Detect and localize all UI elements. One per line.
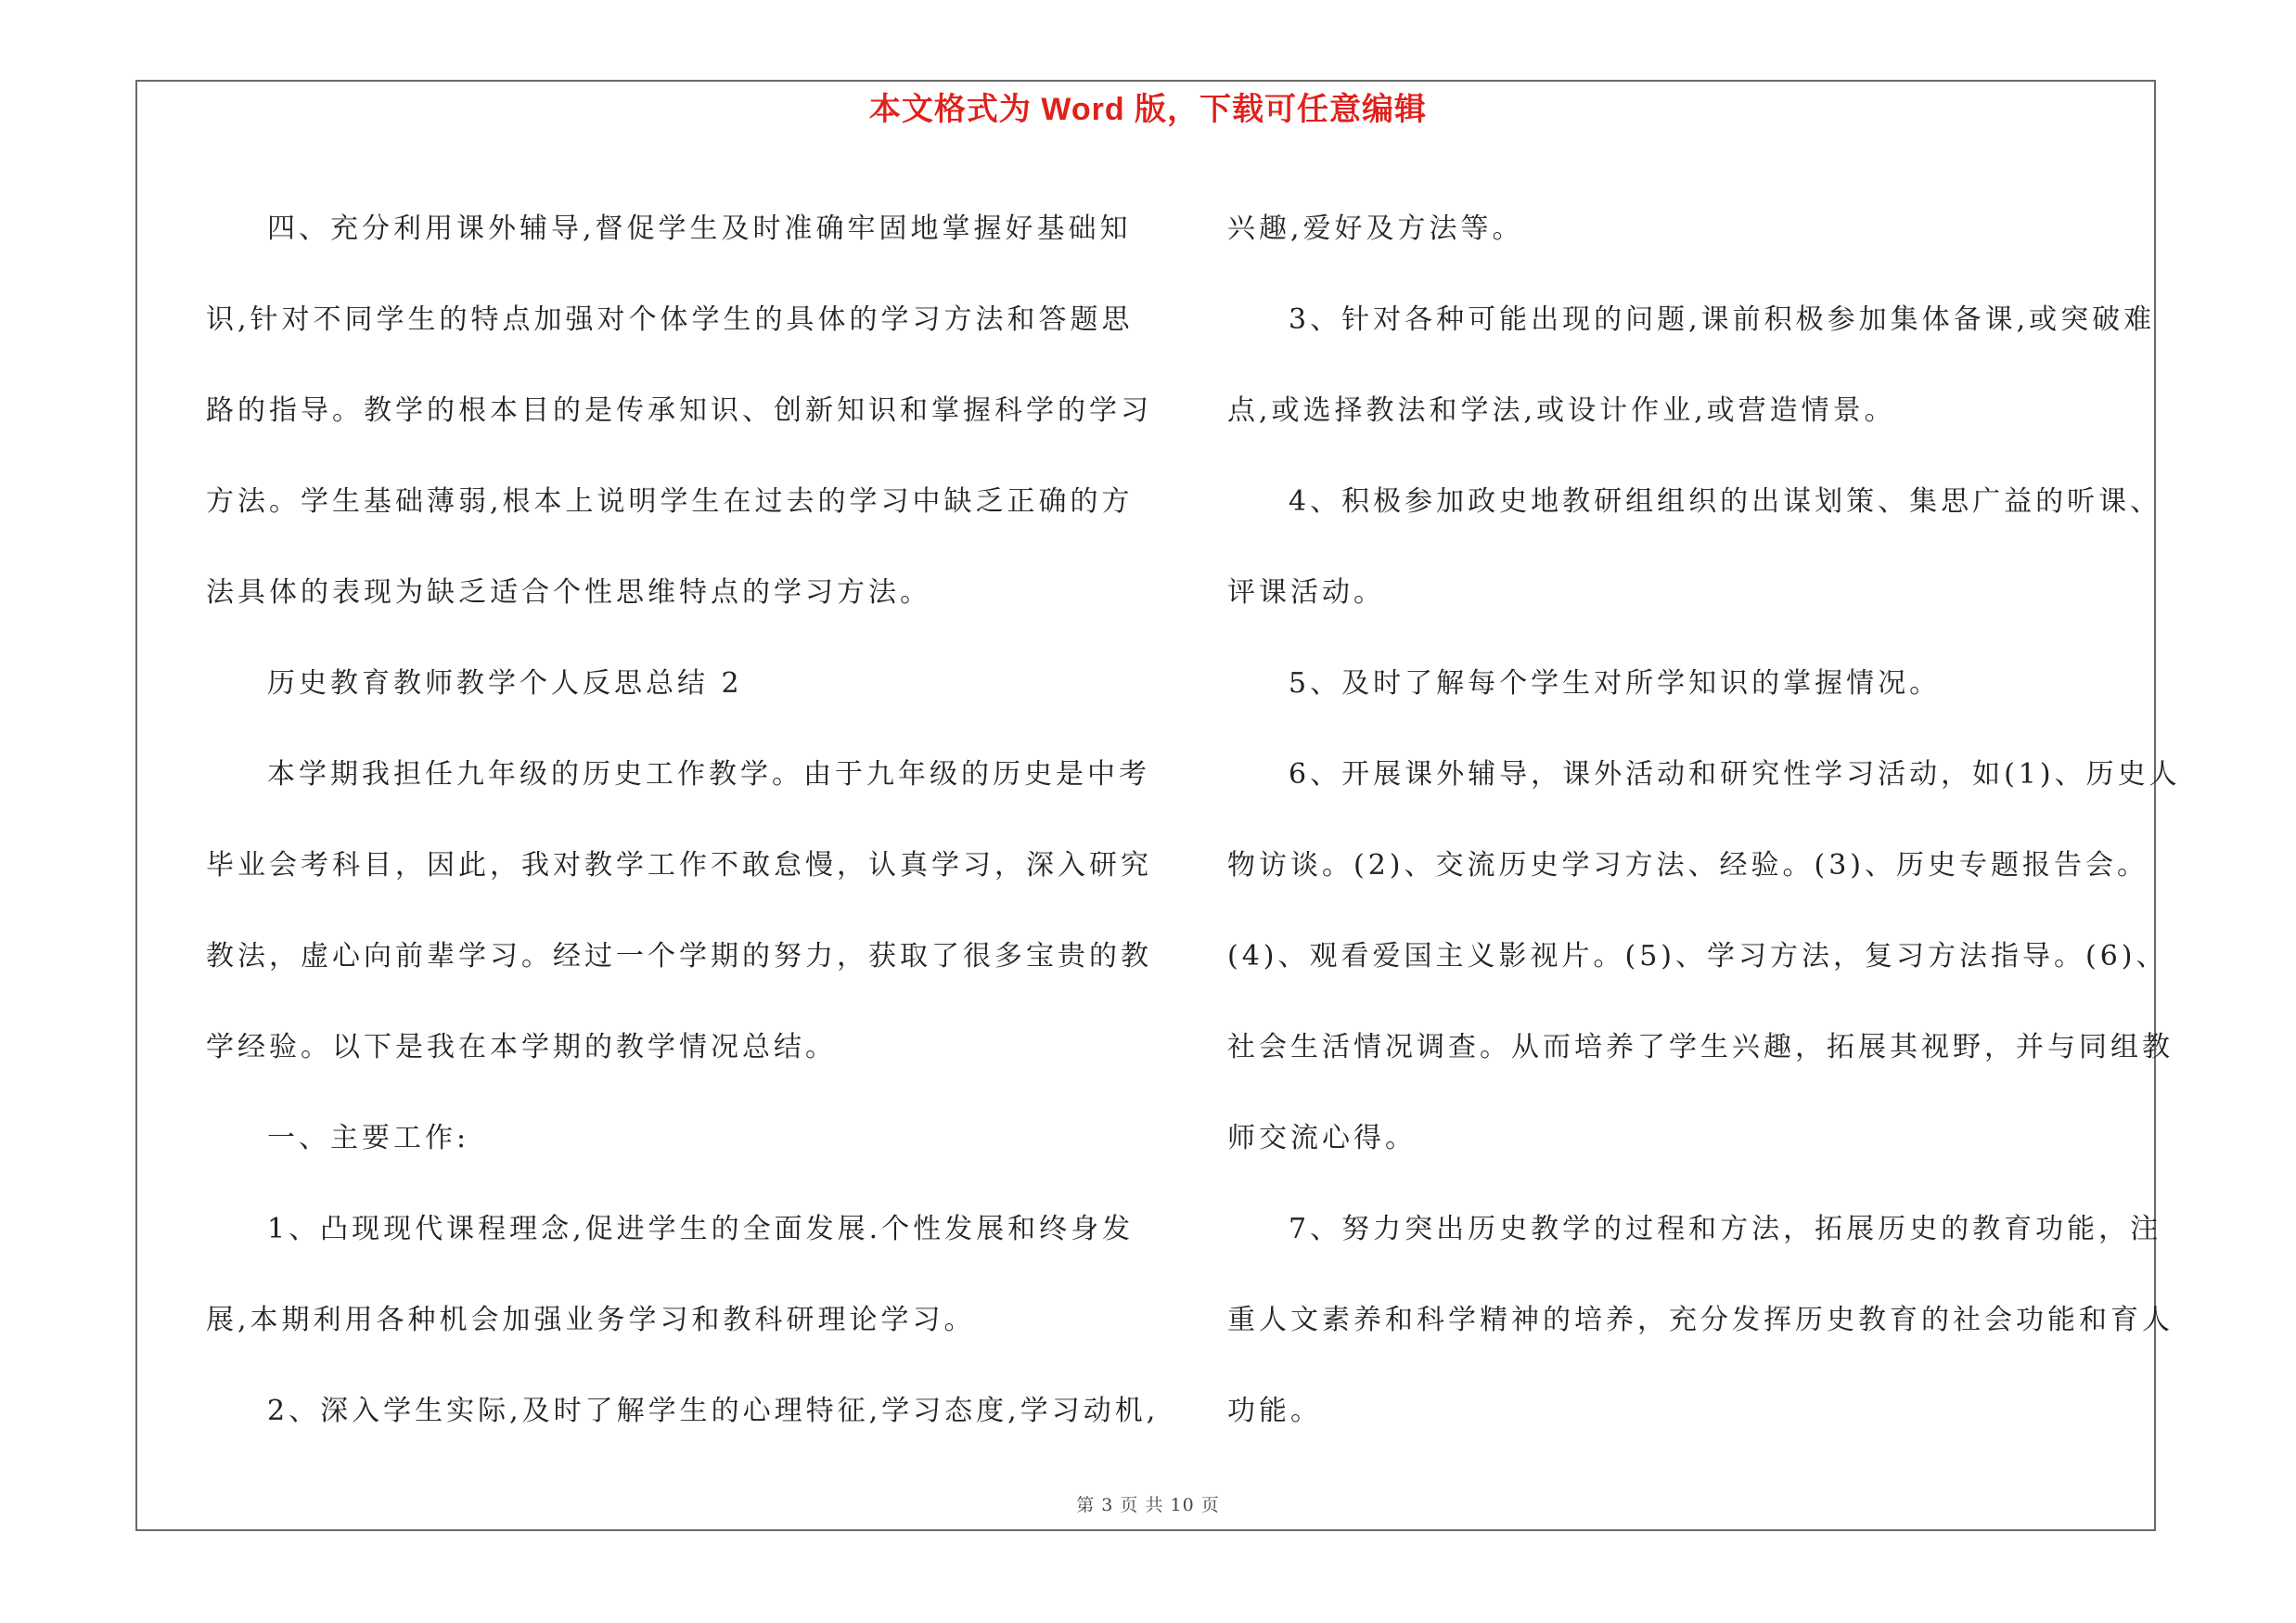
text-line: 法具体的表现为缺乏适合个性思维特点的学习方法。 <box>206 576 931 609</box>
text-line: 教法，虚心向前辈学习。经过一个学期的努力，获取了很多宝贵的教 <box>206 940 1152 973</box>
text-line: 路的指导。教学的根本目的是传承知识、创新知识和掌握科学的学习 <box>206 394 1152 427</box>
text-line: 学经验。以下是我在本学期的教学情况总结。 <box>206 1031 837 1063</box>
text-line: 四、充分利用课外辅导,督促学生及时准确牢固地掌握好基础知 <box>267 213 1132 245</box>
text-line: (4)、观看爱国主义影视片。(5)、学习方法，复习方法指导。(6)、 <box>1227 940 2168 973</box>
text-line: 2、深入学生实际,及时了解学生的心理特征,学习态度,学习动机, <box>267 1395 1160 1427</box>
text-line: 功能。 <box>1227 1395 1322 1427</box>
text-line: 1、凸现现代课程理念,促进学生的全面发展.个性发展和终身发 <box>267 1213 1135 1245</box>
text-line: 5、及时了解每个学生对所学知识的掌握情况。 <box>1289 667 1942 700</box>
section-heading: 一、主要工作: <box>267 1122 470 1154</box>
text-line: 方法。学生基础薄弱,根本上说明学生在过去的学习中缺乏正确的方 <box>206 485 1134 518</box>
text-line: 社会生活情况调查。从而培养了学生兴趣，拓展其视野，并与同组教 <box>1227 1031 2174 1063</box>
text-line: 毕业会考科目，因此，我对教学工作不敢怠慢，认真学习，深入研究 <box>206 849 1152 882</box>
text-line: 点,或选择教法和学法,或设计作业,或营造情景。 <box>1227 394 1896 427</box>
text-line: 物访谈。(2)、交流历史学习方法、经验。(3)、历史专题报告会。 <box>1227 849 2148 882</box>
right-column <box>1227 184 2181 1457</box>
text-line: 6、开展课外辅导，课外活动和研究性学习活动，如(1)、历史人 <box>1289 758 2181 791</box>
text-line: 师交流心得。 <box>1227 1122 1417 1154</box>
text-line: 展,本期利用各种机会加强业务学习和教科研理论学习。 <box>206 1304 976 1336</box>
text-line: 识,针对不同学生的特点加强对个体学生的具体的学习方法和答题思 <box>206 303 1134 336</box>
text-line: 7、努力突出历史教学的过程和方法，拓展历史的教育功能，注 <box>1289 1213 2162 1245</box>
text-line: 评课活动。 <box>1227 576 1385 609</box>
header-banner: 本文格式为 Word 版，下载可任意编辑 <box>868 92 1428 127</box>
text-line: 3、针对各种可能出现的问题,课前积极参加集体备课,或突破难 <box>1289 303 2156 336</box>
text-line: 4、积极参加政史地教研组组织的出谋划策、集思广益的听课、 <box>1289 485 2162 518</box>
text-line: 重人文素养和科学精神的培养，充分发挥历史教育的社会功能和育人 <box>1227 1304 2174 1336</box>
text-line: 本学期我担任九年级的历史工作教学。由于九年级的历史是中考 <box>267 758 1150 791</box>
text-line: 兴趣,爱好及方法等。 <box>1227 213 1524 245</box>
left-column <box>206 184 1160 1457</box>
section-heading: 历史教育教师教学个人反思总结 2 <box>267 667 743 700</box>
page-number: 第 3 页 共 10 页 <box>1076 1495 1220 1515</box>
